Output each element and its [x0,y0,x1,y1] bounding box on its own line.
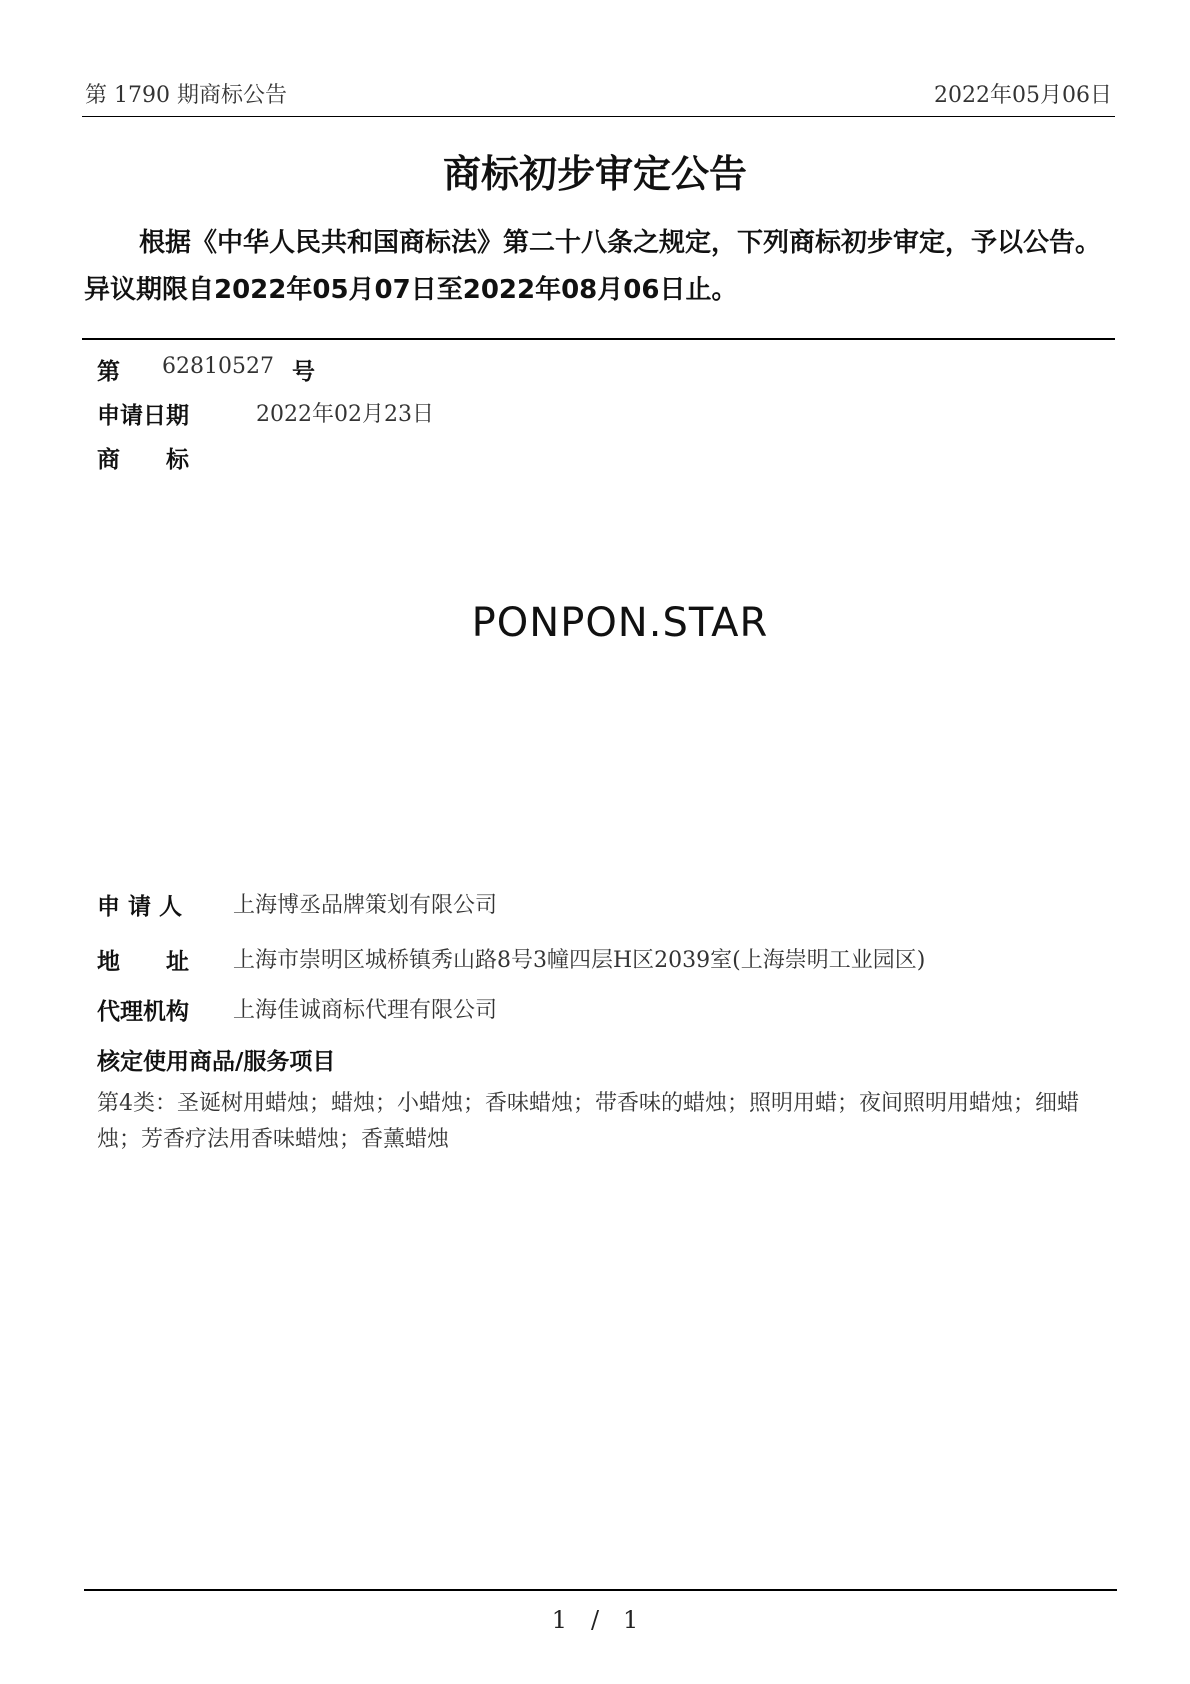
registration-number-suffix: 号 [292,359,315,385]
trademark-label: 商 标 [97,447,189,473]
footer-divider [84,1589,1117,1591]
registration-number: 62810527 [162,354,274,379]
section-divider [82,338,1115,340]
page-number: 1 / 1 [551,1606,639,1634]
registration-number-prefix: 第 [97,359,120,385]
header-issue: 第 1790 期商标公告 [85,83,287,108]
agent-name: 上海佳诚商标代理有限公司 [233,998,498,1023]
goods-services-list: 第4类：圣诞树用蜡烛；蜡烛；小蜡烛；香味蜡烛；带香味的蜡烛；照明用蜡；夜间照明用蜡烛；细蜡烛；芳香疗法用香味蜡烛；香薰蜡烛 [97,1091,1080,1152]
agent-label: 代理机构 [97,999,189,1025]
header-divider [82,116,1115,117]
intro-paragraph: 根据《中华人民共和国商标法》第二十八条之规定，下列商标初步审定，予以公告。异议期限自2022年05月07日至2022年08月06日止。 [84,228,1102,305]
application-date: 2022年02月23日 [256,402,434,427]
page-title: 商标初步审定公告 [442,152,747,196]
goods-services-heading: 核定使用商品/服务项目 [97,1049,336,1075]
trademark-wordmark: PONPON.STAR [471,600,769,646]
header-date: 2022年05月06日 [934,83,1112,108]
applicant-label: 申 请 人 [97,894,183,920]
applicant-name: 上海博丞品牌策划有限公司 [233,893,498,918]
application-date-label: 申请日期 [97,403,189,429]
address-label: 地 址 [97,949,189,975]
address-value: 上海市崇明区城桥镇秀山路8号3幢四层H区2039室(上海崇明工业园区) [233,948,926,973]
